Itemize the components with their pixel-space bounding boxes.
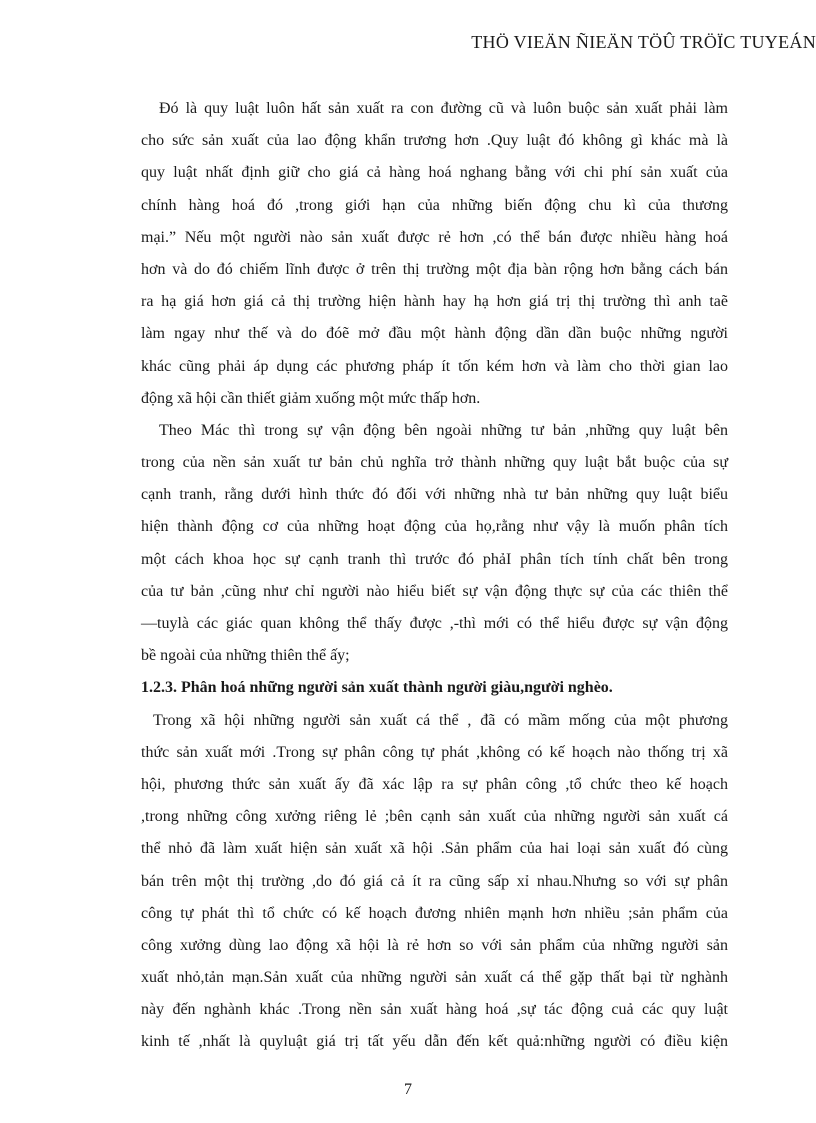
text-line: kinh tế ,nhất là quyluật giá trị tất yếu dẫn đến kết quả:những người có điều kiện xyxy=(141,1033,728,1051)
text-line: —tuylà các giác quan không thể thấy được ,-thì mới có thể hiểu được sự vận động xyxy=(141,615,728,632)
text-line: bề ngoài của những thiên thể ấy; xyxy=(141,647,350,665)
paragraph-3 xyxy=(141,705,728,1059)
text-line: hội, phương thức sản xuất ấy đã xác lập ra sự phân công ,tổ chức theo kế hoạch xyxy=(141,775,728,793)
text-line: trong của nền sản xuất tư bản chủ nghĩa trở thành những quy luật bắt buộc của sự xyxy=(141,454,728,472)
text-line: hiện thành động cơ của những hoạt động của họ,rằng như vậy là muốn phân tích xyxy=(141,518,728,536)
text-line: khác cũng phải áp dụng các phương pháp ít tốn kém hơn và làm cho thời gian lao xyxy=(141,357,728,375)
text-line: Đó là quy luật luôn hất sản xuất ra con đường cũ và luôn buộc sản xuất phải làm xyxy=(159,100,728,117)
text-line: Theo Mác thì trong sự vận động bên ngoài những tư bản ,những quy luật bên xyxy=(159,421,728,439)
text-line: mại.” Nếu một người nào sản xuất được rẻ hơn ,có thể bán được nhiều hàng hoá xyxy=(141,228,728,246)
paragraph-1 xyxy=(141,93,728,415)
text-line: thể nhỏ đã làm xuất hiện sản xuất xã hội .Sản phẩm của hai loại sản xuất đó cùng xyxy=(141,840,728,858)
paragraph-2 xyxy=(141,415,728,673)
text-line: công tự phát thì tổ chức có kế hoạch đương nhiên mạnh hơn nhiều ;sản phẩm của xyxy=(141,904,728,922)
section-heading: 1.2.3. Phân hoá những người sản xuất thành người giàu,người nghèo. xyxy=(141,679,613,697)
text-line: quy luật nhất định giữ cho giá cả hàng hoá nghang bằng với chi phí sản xuất của xyxy=(141,164,728,182)
text-line: này đến nghành khác .Trong nền sản xuất hàng hoá ,sự tác động cuả các quy luật xyxy=(141,1001,728,1019)
text-line: cho sức sản xuất của lao động khẩn trương hơn .Quy luật đó không gì khác mà là xyxy=(141,132,728,150)
text-line: của tư bản ,cũng như chỉ người nào hiểu biết sự vận động thực sự của các thiên thể xyxy=(141,582,728,600)
text-line: làm ngay như thế và do đóẽ mở đầu một hành động dần dần buộc những người xyxy=(141,325,728,343)
running-header: THÖ VIEÄN ÑIEÄN TÖÛ TRÖÏC TUYEÁN xyxy=(471,32,816,52)
text-line: động xã hội cần thiết giảm xuống một mức thấp hơn. xyxy=(141,389,481,407)
page-number: 7 xyxy=(404,1081,412,1098)
text-line: cạnh tranh, rằng dưới hình thức đó đối với những nhà tư bản những quy luật biểu xyxy=(141,486,728,504)
text-line: xuất nhỏ,tản mạn.Sản xuất của những người sản xuất cá thể gặp thất bại từ nghành xyxy=(141,969,728,987)
text-line: ra hạ giá hơn giá cả thị trường hiện hành hay hạ hơn giá trị thị trường thì anh taẽ xyxy=(141,293,728,311)
text-line: ,trong những công xưởng riêng lẻ ;bên cạnh sản xuất của những người sản xuất cá xyxy=(141,808,728,826)
text-line: bán trên một thị trường ,do đó giá cả ít ra cũng sấp xỉ nhau.Nhưng so với sự phân xyxy=(141,872,728,890)
text-line: một cách khoa học sự cạnh tranh thì trước đó phảI phân tích tính chất bên trong xyxy=(141,550,728,568)
text-line: chính hàng hoá đó ,trong giới hạn của những biến động chu kì của thương xyxy=(141,196,728,214)
text-line: Trong xã hội những người sản xuất cá thể , đã có mầm mống của một phương xyxy=(153,711,728,729)
text-line: hơn và do đó chiếm lĩnh được ở trên thị trường một địa bàn rộng hơn bằng cách bán xyxy=(141,260,728,278)
text-line: công xưởng dùng lao động xã hội là rẻ hơn so với sản phẩm của những người sản xyxy=(141,936,728,954)
document-body xyxy=(141,93,728,1059)
text-line: thức sản xuất mới .Trong sự phân công tự phát ,không có kế hoạch nào thống trị xã xyxy=(141,743,728,761)
